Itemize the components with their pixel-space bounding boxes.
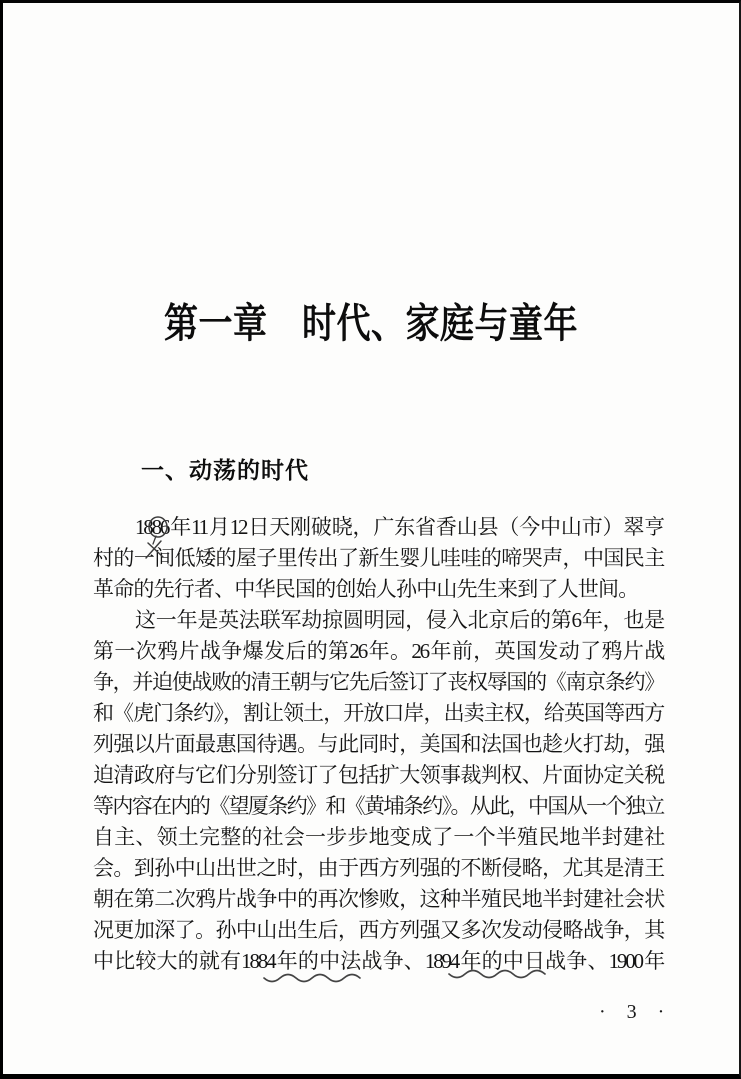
body-line: 朝在第二次鸦片战争中的再次惨败，这种半殖民地半封建社会状 <box>93 887 663 911</box>
chapter-title: 第一章 时代、家庭与童年 <box>164 302 578 347</box>
body-line: 中比较大的就有1884年的中法战争、1894年的中日战争、1900年 <box>93 949 663 973</box>
section-heading: 一、动荡的时代 <box>141 457 309 483</box>
body-line: 自主、领土完整的社会一步步地变成了一个半殖民地半封建社 <box>93 825 663 849</box>
body-line: 争，并迫使战败的清王朝与它先后签订了丧权辱国的《南京条约》 <box>93 670 663 694</box>
body-line: 1886年11月12日天刚破晓，广东省香山县（今中山市）翠亨 <box>135 515 663 539</box>
body-line: 列强以片面最惠国待遇。与此同时，美国和法国也趁火打劫，强 <box>93 732 663 756</box>
body-line: 会。到孙中山出世之时，由于西方列强的不断侵略，尤其是清王 <box>93 856 663 880</box>
body-line: 迫清政府与它们分别签订了包括扩大领事裁判权、片面协定关税 <box>93 763 663 787</box>
body-line: 革命的先行者、中华民国的创始人孙中山先生来到了人世间。 <box>93 577 639 601</box>
page-number: · 3 · <box>599 1001 666 1023</box>
body-line: 第一次鸦片战争爆发后的第26年。26年前，英国发动了鸦片战 <box>93 639 663 663</box>
body-line: 等内容在内的《望厦条约》和《黄埔条约》。从此，中国从一个独立 <box>93 794 663 818</box>
body-text <box>93 512 663 977</box>
body-line: 村的一间低矮的屋子里传出了新生婴儿哇哇的啼哭声，中国民主 <box>93 546 663 570</box>
body-line: 况更加深了。孙中山出生后，西方列强又多次发动侵略战争，其 <box>93 918 663 942</box>
body-line: 和《虎门条约》，割让领土，开放口岸，出卖主权，给英国等西方 <box>93 701 663 725</box>
body-line: 这一年是英法联军劫掠圆明园，侵入北京后的第6年，也是 <box>135 608 663 632</box>
